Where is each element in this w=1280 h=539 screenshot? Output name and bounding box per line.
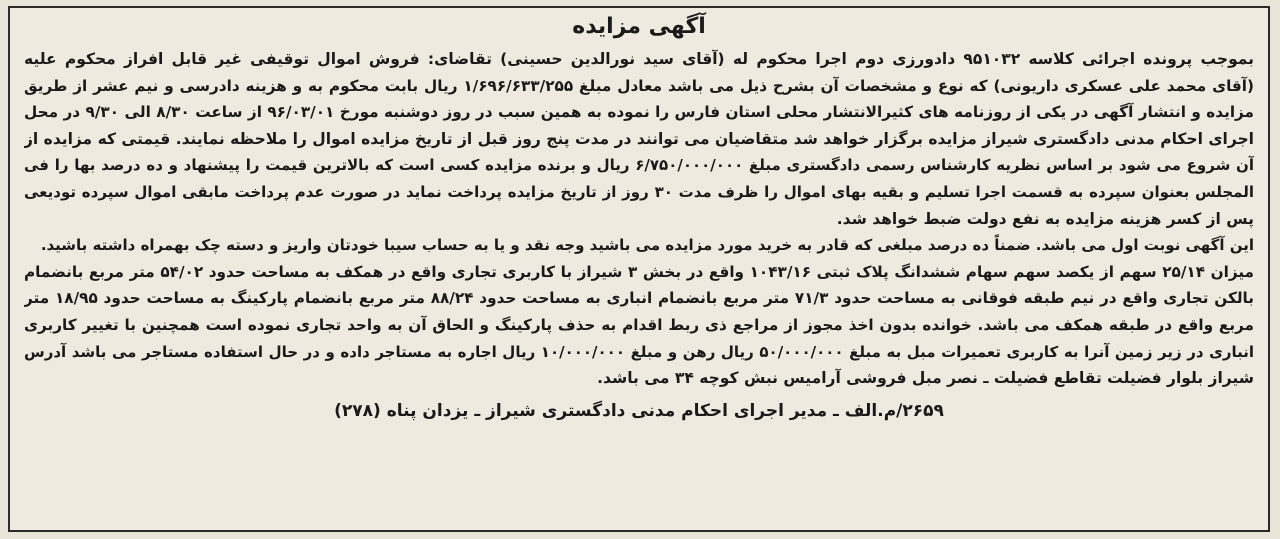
text-line: آن شروع می شود بر اساس نظریه کارشناس رسمی دادگستری مبلغ ۶/۷۵۰/۰۰۰/۰۰۰ ریال و برنده مزایده کسی است که بالاترین قیمت را پیشنهاد و ده درصد بها را فی bbox=[24, 156, 1254, 175]
notice-signature: ۲۶۵۹/م.الف ـ مدیر اجرای احکام مدنی دادگستری شیراز ـ یزدان پناه (۲۷۸) bbox=[334, 400, 944, 421]
text-line: بموجب پرونده اجرائی کلاسه ۹۵۱۰۳۲ دادورزی دوم اجرا محکوم له (آقای سید نورالدین حسینی) تقاضای: فروش اموال توقیفی غیر قابل افراز محکوم علیه bbox=[24, 50, 1254, 68]
text-line: بالکن تجاری واقع در نیم طبقه فوقانی به مساحت حدود ۷۱/۳ متر مربع بانضمام انباری به مساحت حدود ۸۸/۲۴ متر مربع بانضمام پارکینگ به مساحت حدود ۱۸/۹۵ متر bbox=[24, 289, 1254, 308]
text-line: انباری در زیر زمین آنرا به کاربری تعمیرات مبل به مبلغ ۵۰/۰۰۰/۰۰۰ ریال رهن و مبلغ ۱۰/۰۰۰/۰۰۰ ریال اجاره به مستاجر داده و در حال استفاده مستاجر می باشد آدرس bbox=[24, 342, 1254, 361]
paragraph-execution-case bbox=[24, 46, 1254, 232]
text-line: پس از کسر هزینه مزایده به نفع دولت ضبط خواهد شد. bbox=[836, 209, 1254, 228]
paragraph-first-round bbox=[24, 232, 1254, 259]
text-line: شیراز بلوار فضیلت تقاطع فضیلت ـ نصر مبل فروشی آرامیس نبش کوچه ۳۴ می باشد. bbox=[597, 369, 1254, 388]
paragraph-property-description bbox=[24, 259, 1254, 392]
text-line: این آگهی نوبت اول می باشد. ضمناً ده درصد مبلغی که قادر به خرید مورد مزایده می باشید وجه نقد و یا به حساب سیبا خودتان واریز و دسته چک بهمراه داشته باشید. bbox=[40, 236, 1254, 255]
notice-title: آگهی مزایده bbox=[572, 14, 706, 39]
text-line: میزان ۲۵/۱۴ سهم از یکصد سهم سهام ششدانگ پلاک ثبتی ۱۰۴۳/۱۶ واقع در بخش ۳ شیراز با کاربری تجاری واقع در همکف به مساحت حدود ۵۴/۰۲ متر مربع بانضمام bbox=[24, 262, 1254, 281]
text-line: مزایده و انتشار آگهی در یکی از روزنامه های کثیرالانتشار محلی استان فارس را نموده به همین سبب در روز دوشنبه مورخ ۹۶/۰۳/۰۱ از ساعت ۸/۳۰ الی ۹/۳۰ در محل bbox=[24, 103, 1254, 122]
auction-notice-frame bbox=[8, 6, 1270, 532]
text-line: (آقای محمد علی عسکری داریونی) که نوع و مشخصات آن بشرح ذیل می باشد معادل مبلغ ۱/۶۹۶/۶۳۳/۲۵۵ ریال بابت محکوم به و هزینه دادرسی و نیم عشر از طریق bbox=[24, 76, 1254, 95]
text-line: اجرای احکام مدنی دادگستری شیراز مزایده برگزار خواهد شد متقاضیان می توانند در مدت پنج روز قبل از تاریخ مزایده اموال را ملاحظه نمایند. قیمتی که مزایده از bbox=[24, 129, 1254, 148]
text-line: المجلس بعنوان سپرده به قسمت اجرا تسلیم و بقیه بهای اموال را ظرف مدت ۳۰ روز از تاریخ مزایده پرداخت نماید در صورت عدم پرداخت مابقی اموال سپرده تودیعی bbox=[24, 182, 1254, 201]
text-line: مربع واقع در طبقه همکف می باشد. خوانده بدون اخذ مجوز از مراجع ذی ربط اقدام به حذف پارکینگ و الحاق آن به واحد تجاری نموده است همچنین با تغییر کاربری bbox=[24, 315, 1254, 334]
